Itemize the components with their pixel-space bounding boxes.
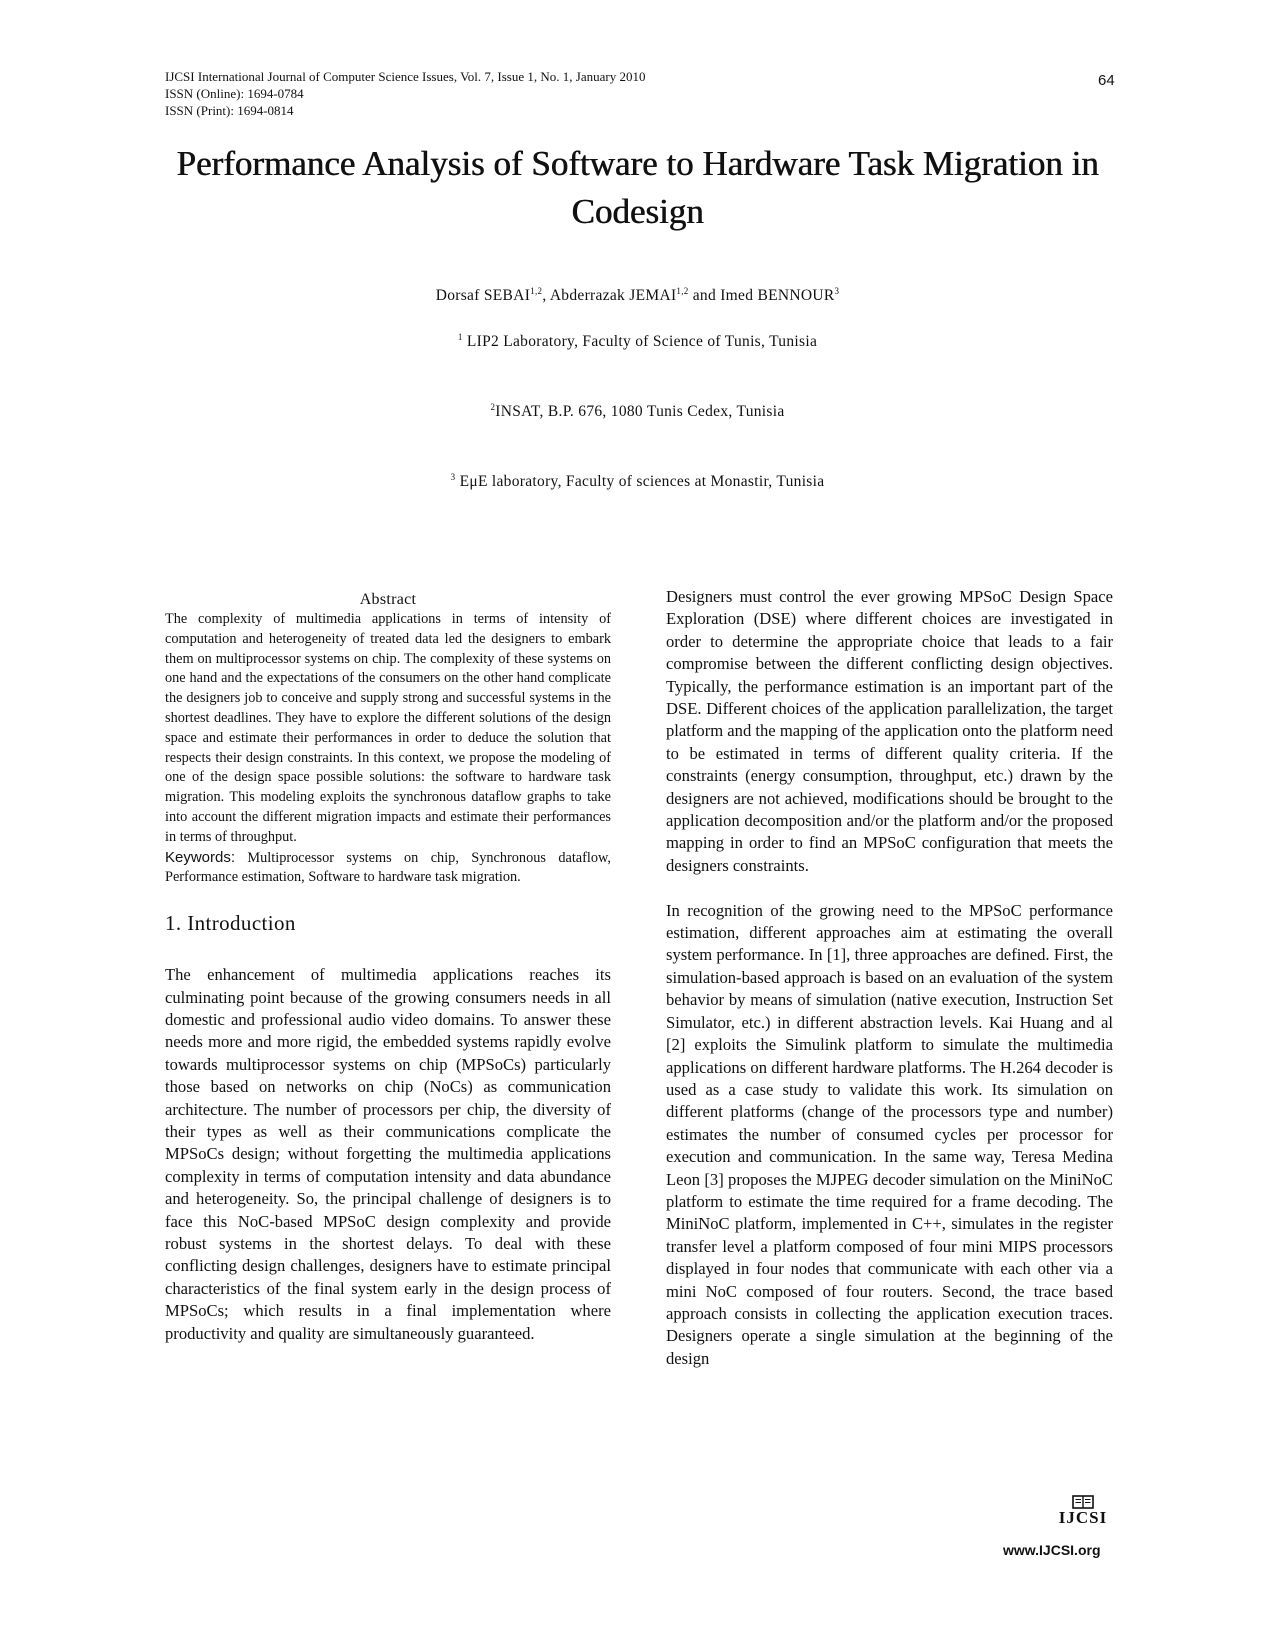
introduction-paragraph: The enhancement of multimedia applications reaches its culminating point because of the growing consumers needs in all domestic and professional audio video domains. To answer these needs more and more rigid, the embedded systems rapidly evolve towards multiprocessor systems on chip (MPSoCs) particularly those based on networks on chip (NoCs) as communication architecture. The number of processors per chip, the diversity of their types as well as their communications complicate the MPSoCs design; without forgetting the multimedia applications complexity in terms of computation intensity and data abundance and heterogeneity. So, the principal challenge of designers is to face this NoC-based MPSoC design complexity and provide robust systems in the shortest delays. To deal with these conflicting design challenges, designers have to estimate principal characteristics of the final system early in the design process of MPSoCs; which results in a final implementation where productivity and quality are simultaneously guaranteed. [165, 965, 611, 1343]
body-paragraph: Designers must control the ever growing MPSoC Design Space Exploration (DSE) where different choices are investigated in order to determine the appropriate choice that leads to a fair compromise between the different conflicting design objectives. Typically, the performance estimation is an important part of the DSE. Different choices of the application parallelization, the target platform and the mapping of the application onto the platform need to be estimated in terms of different quality criteria. If the constraints (energy consumption, throughput, etc.) drawn by the designers are not achieved, modifications should be brought to the application decomposition and/or the platform and/or the proposed mapping in order to find an MPSoC configuration that meets the designers constraints. [666, 587, 1113, 875]
affiliation-3 [0, 473, 1275, 491]
affiliation-superscript: 3 [450, 471, 456, 482]
affiliation-superscript: 1 [457, 331, 463, 342]
author-superscript: 1,2 [676, 285, 689, 296]
author-name: Abderrazak JEMAI [549, 287, 677, 304]
keywords-list: Multiprocessor systems on chip, Synchronous dataflow, Performance estimation, Software to hardware task migration. [165, 849, 611, 886]
affiliation-1 [0, 333, 1275, 351]
affiliation-text: EμE laboratory, Faculty of sciences at Monastir, Tunisia [455, 473, 825, 490]
affiliation-text: INSAT, B.P. 676, 1080 Tunis Cedex, Tunisia [495, 403, 785, 420]
keywords [165, 848, 611, 889]
book-icon [1072, 1495, 1094, 1509]
paper-title: Performance Analysis of Software to Hardware Task Migration in Codesign [176, 144, 1099, 231]
abstract-body: The complexity of multimedia applications in terms of intensity of computation and heterogeneity of treated data led the designers to embark them on multiprocessor systems on chip. The complexity of these systems on one hand and the expectations of the consumers on the other hand complicate the designers job to conceive and supply strong and successful systems in the shortest deadlines. They have to explore the different solutions of the design space and estimate their performances in order to deduce the solution that respects their design constraints. In this context, we propose the modeling of one of the design space possible solutions: the software to hardware task migration. This modeling exploits the synchronous dataflow graphs to take into account the different migration impacts and estimate their performances in terms of throughput. [165, 611, 611, 845]
affiliation-text: LIP2 Laboratory, Faculty of Science of Tunis, Tunisia [462, 333, 818, 350]
author-name: Dorsaf SEBAI [435, 287, 531, 304]
author-superscript: 3 [834, 285, 840, 296]
body-paragraph: In recognition of the growing need to the MPSoC performance estimation, different approaches aim at estimating the overall system performance. In [1], three approaches are defined. First, the simulation-based approach is based on an evaluation of the system behavior by means of simulation (native execution, Instruction Set Simulator, etc.) in different abstraction levels. Kai Huang and al [2] exploits the Simulink platform to simulate the multimedia applications on different hardware platforms. The H.264 decoder is used as a case study to validate this work. Its simulation on different platforms (change of the processors type and number) estimates the number of consumed cycles per processor for execution and communication. In the same way, Teresa Medina Leon [3] proposes the MJPEG decoder simulation on the MiniNoC platform to estimate the time required for a frame decoding. The MiniNoC platform, implemented in C++, simulates in the register transfer level a platform composed of four mini MIPS processors displayed in four nodes that communicate with each other via a mini NoC composed of four routers. Second, the trace based approach consists in collecting the application execution traces. Designers operate a single simulation at the beginning of the design [666, 900, 1113, 1368]
running-header [165, 68, 645, 119]
page-number: 64 [1098, 72, 1115, 89]
journal-line: IJCSI International Journal of Computer Science Issues, Vol. 7, Issue 1, No. 1, January 2010 [165, 69, 646, 84]
left-column [165, 590, 611, 1345]
affiliation-2 [0, 403, 1275, 421]
author-name: Imed BENNOUR [720, 287, 835, 304]
logo-text: IJCSI [1058, 1508, 1108, 1527]
section-heading-introduction: 1. Introduction [165, 911, 296, 936]
author-separator: , [542, 287, 550, 304]
affiliation-superscript: 2 [490, 401, 496, 412]
author-line [0, 287, 1275, 305]
right-column [666, 587, 1113, 1370]
issn-online: ISSN (Online): 1694-0784 [165, 86, 304, 101]
abstract-heading: Abstract [359, 591, 417, 608]
author-separator: and [688, 287, 721, 304]
keywords-label: Keywords: [165, 848, 236, 866]
website-link[interactable]: www.IJCSI.org [1003, 1542, 1101, 1558]
issn-print: ISSN (Print): 1694-0814 [165, 103, 294, 118]
ijcsi-logo [1052, 1495, 1114, 1527]
author-superscript: 1,2 [530, 285, 543, 296]
